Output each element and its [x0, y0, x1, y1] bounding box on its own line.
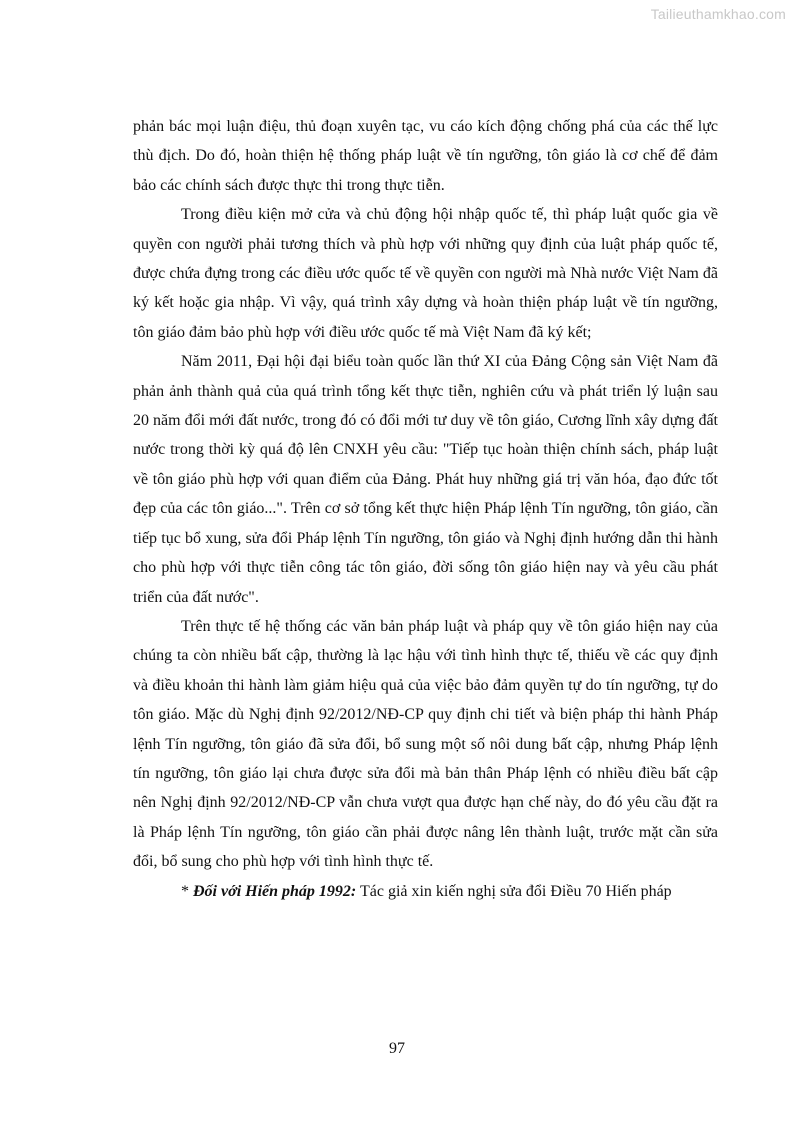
paragraph-2: Trong điều kiện mở cửa và chủ động hội nhập quốc tế, thì pháp luật quốc gia về quyền con người phải tương thích và phù hợp với những quy định của luật pháp quốc tế, được chứa đựng trong các điều ước quốc tế về quyền con người mà Nhà nước Việt Nam đã ký kết hoặc gia nhập. Vì vậy, quá trình xây dựng và hoàn thiện pháp luật về tín ngưỡng, tôn giáo đảm bảo phù hợp với điều ước quốc tế mà Việt Nam đã ký kết;: [133, 206, 718, 341]
watermark: Tailieuthamkhao.com: [650, 6, 786, 22]
page-body: [133, 112, 718, 906]
section-heading: Đối với Hiến pháp 1992:: [193, 882, 357, 900]
page-number: 97: [389, 1040, 405, 1057]
paragraph-4: Trên thực tế hệ thống các văn bản pháp luật và pháp quy về tôn giáo hiện nay của chúng ta còn nhiều bất cập, thường là lạc hậu với tình hình thực tế, thiếu về các quy định và điều khoản thi hành làm giảm hiệu quả của việc bảo đảm quyền tự do tín ngưỡng, tự do tôn giáo. Mặc dù Nghị định 92/2012/NĐ-CP quy định chi tiết và biện pháp thi hành Pháp lệnh Tín ngưỡng, tôn giáo đã sửa đổi, bổ sung một số nôi dung bất cập, nhưng Pháp lệnh tín ngưỡng, tôn giáo lại chưa được sửa đổi mà bản thân Pháp lệnh có nhiều điều bất cập nên Nghị định 92/2012/NĐ-CP vẫn chưa vượt qua được hạn chế này, do đó yêu cầu đặt ra là Pháp lệnh Tín ngưỡng, tôn giáo cần phải được nâng lên thành luật, trước mặt cần sửa đổi, bổ sung cho phù hợp với tình hình thực tế.: [133, 617, 718, 871]
bullet-prefix: *: [181, 882, 193, 900]
paragraph-5-text: Tác giả xin kiến nghị sửa đổi Điều 70 Hiến pháp: [356, 882, 672, 900]
paragraph-5: [133, 877, 718, 906]
paragraph-3: Năm 2011, Đại hội đại biểu toàn quốc lần thứ XI của Đảng Cộng sản Việt Nam đã phản ảnh thành quả của quá trình tổng kết thực tiễn, nghiên cứu và phát triển lý luận sau 20 năm đổi mới đất nước, trong đó có đổi mới tư duy về tôn giáo, Cương lĩnh xây dựng đất nước trong thời kỳ quá độ lên CNXH yêu cầu: "Tiếp tục hoàn thiện chính sách, pháp luật về tôn giáo phù hợp với quan điểm của Đảng. Phát huy những giá trị văn hóa, đạo đức tốt đẹp của các tôn giáo...". Trên cơ sở tổng kết thực hiện Pháp lệnh Tín ngưỡng, tôn giáo, cần tiếp tục bổ xung, sửa đổi Pháp lệnh Tín ngưỡng, tôn giáo và Nghị định hướng dẫn thi hành cho phù hợp với thực tiễn công tác tôn giáo, đời sống tôn giáo hiện nay và yêu cầu phát triển của đất nước".: [133, 353, 718, 606]
paragraph-1: phản bác mọi luận điệu, thủ đoạn xuyên tạc, vu cáo kích động chống phá của các thế lực thù địch. Do đó, hoàn thiện hệ thống pháp luật về tín ngưỡng, tôn giáo là cơ chế để đảm bảo các chính sách được thực thi trong thực tiễn.: [133, 118, 718, 194]
